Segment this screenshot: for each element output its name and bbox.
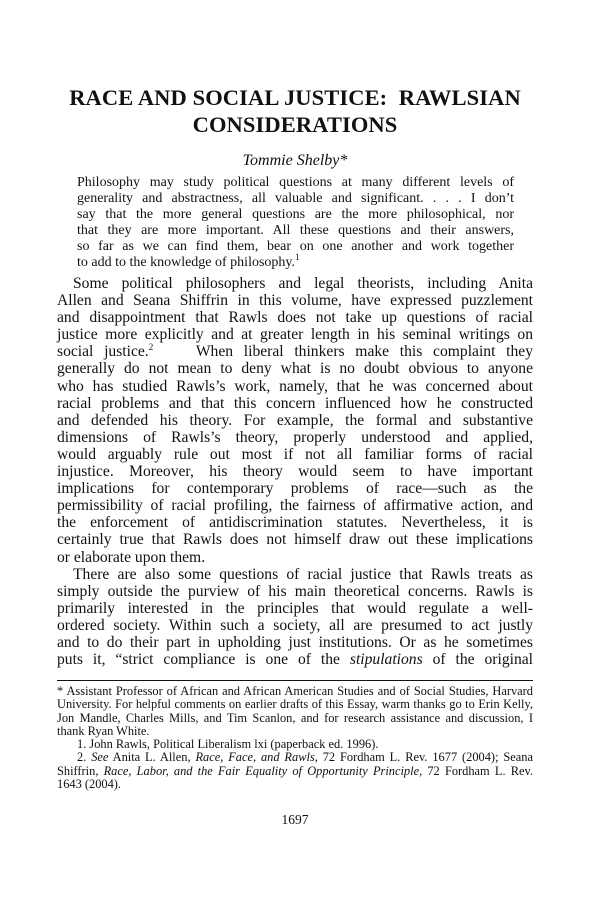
epigraph-line: Philosophy may study political questions at many different levels of bbox=[77, 175, 514, 190]
body-line: implications for contemporary problems of race—such as the bbox=[57, 480, 533, 498]
citation-title: Race, Face, and Rawls bbox=[195, 750, 315, 765]
body-line: racial problems and that this concern influenced how he constructed bbox=[57, 394, 533, 412]
epigraph-line: that they are more important. All these questions and their answers, bbox=[77, 223, 514, 238]
body-line: primarily interested in the principles that would regulate a well- bbox=[57, 599, 533, 617]
body-line bbox=[57, 651, 533, 668]
paragraph-1 bbox=[57, 275, 533, 566]
body-line: justice more explicitly and at greater length in his seminal writings on bbox=[57, 326, 533, 344]
body-line-text: Some political philosophers and legal theorists, including Anita bbox=[73, 275, 533, 292]
citation-source: , 72 Fordham L. Rev. 1643 (2004). bbox=[57, 763, 533, 792]
body-line-text: There are also some questions of racial justice that Rawls treats as bbox=[73, 565, 533, 583]
body-line bbox=[57, 566, 533, 583]
body-line: and to do their part in upholding just institutions. Or as he sometimes bbox=[57, 633, 533, 651]
epigraph-line: say that the more general questions are the more philosophical, nor bbox=[77, 207, 514, 222]
body-line-text: puts it, “strict compliance is one of the bbox=[57, 651, 340, 669]
epigraph-quote bbox=[77, 175, 514, 271]
footnote-2 bbox=[57, 751, 533, 791]
body-line bbox=[57, 343, 533, 360]
title-line-1: RACE AND SOCIAL JUSTICE: RAWLSIAN bbox=[69, 85, 521, 110]
paragraph-2 bbox=[57, 566, 533, 669]
body-line: or elaborate upon them. bbox=[57, 548, 206, 566]
body-line: would arguably rule out most if not all familiar forms of racial bbox=[57, 445, 533, 463]
epigraph-line-text: to add to the knowledge of philosophy. bbox=[77, 255, 296, 270]
footnote-1: 1. John Rawls, Political Liberalism lxi (paperback ed. 1996). bbox=[77, 737, 379, 752]
body-line: the enforcement of antidiscrimination statutes. Nevertheless, it is bbox=[57, 514, 533, 532]
epigraph-line: so far as we can find them, bear on one another and work together bbox=[77, 239, 514, 254]
body-line: who has studied Rawls’s work, namely, that he was concerned about bbox=[57, 377, 533, 395]
body-line: and disappointment that Rawls does not take up questions of racial bbox=[57, 309, 533, 327]
footnote-separator bbox=[57, 680, 533, 681]
article-title bbox=[57, 84, 533, 138]
body-line: certainly true that Rawls does not himself draw out these implications bbox=[57, 531, 533, 549]
footnote-author: * Assistant Professor of African and African American Studies and of Social Studies, Harvard University. For helpful comments on earlier drafts of this Essay, warm thanks go to Erin Kelly, Jon Mandle, Charles Mills, and Tim Scanlon, and for research assistance and discussion, I thank Ryan White. bbox=[57, 684, 533, 738]
body-line: and defended his theory. For example, the formal and substantive bbox=[57, 411, 533, 429]
body-line-text: social justice. bbox=[57, 343, 149, 361]
body-line bbox=[57, 275, 533, 292]
body-line: permissibility of racial profiling, the fairness of affirmative action, and bbox=[57, 497, 533, 515]
page-number: 1697 bbox=[281, 812, 309, 827]
body-text bbox=[57, 275, 533, 668]
epigraph-line bbox=[77, 252, 514, 271]
body-line: Allen and Seana Shiffrin in this volume, have expressed puzzlement bbox=[57, 292, 533, 310]
body-line: simply outside the purview of his main theoretical concerns. Rawls is bbox=[57, 582, 533, 600]
body-line: dimensions of Rawls’s theory, properly understood and applied, bbox=[57, 428, 533, 446]
body-line: injustice. Moreover, his theory would seem to have important bbox=[57, 463, 533, 481]
body-line-text: When liberal thinkers make this complaint they bbox=[195, 343, 533, 361]
footnote-ref-2[interactable]: 2 bbox=[148, 342, 154, 353]
footnotes bbox=[57, 685, 533, 791]
citation-title: Race, Labor, and the Fair Equality of Opportunity Principle bbox=[103, 763, 420, 778]
title-line-2: CONSIDERATIONS bbox=[192, 112, 398, 137]
author-byline: Tommie Shelby* bbox=[242, 152, 348, 169]
body-line: ordered society. Within such a society, all are presumed to act justly bbox=[57, 616, 533, 634]
epigraph-line: generality and abstractness, all valuable and significant. . . . I don’t bbox=[77, 191, 514, 206]
footnote-number: 2. bbox=[77, 750, 87, 765]
citation-source: , 72 Fordham L. Rev. 1677 (2004); Seana Shiffrin, bbox=[57, 750, 533, 778]
citation-author: Anita L. Allen, bbox=[108, 750, 196, 765]
citation-signal: See bbox=[91, 750, 109, 765]
body-line-text: of the original bbox=[432, 651, 534, 669]
footnote-ref-1[interactable]: 1 bbox=[295, 252, 300, 262]
emphasis-stipulations: stipulations bbox=[349, 651, 423, 669]
body-line: generally do not mean to deny what is no doubt obvious to anyone bbox=[57, 360, 533, 378]
